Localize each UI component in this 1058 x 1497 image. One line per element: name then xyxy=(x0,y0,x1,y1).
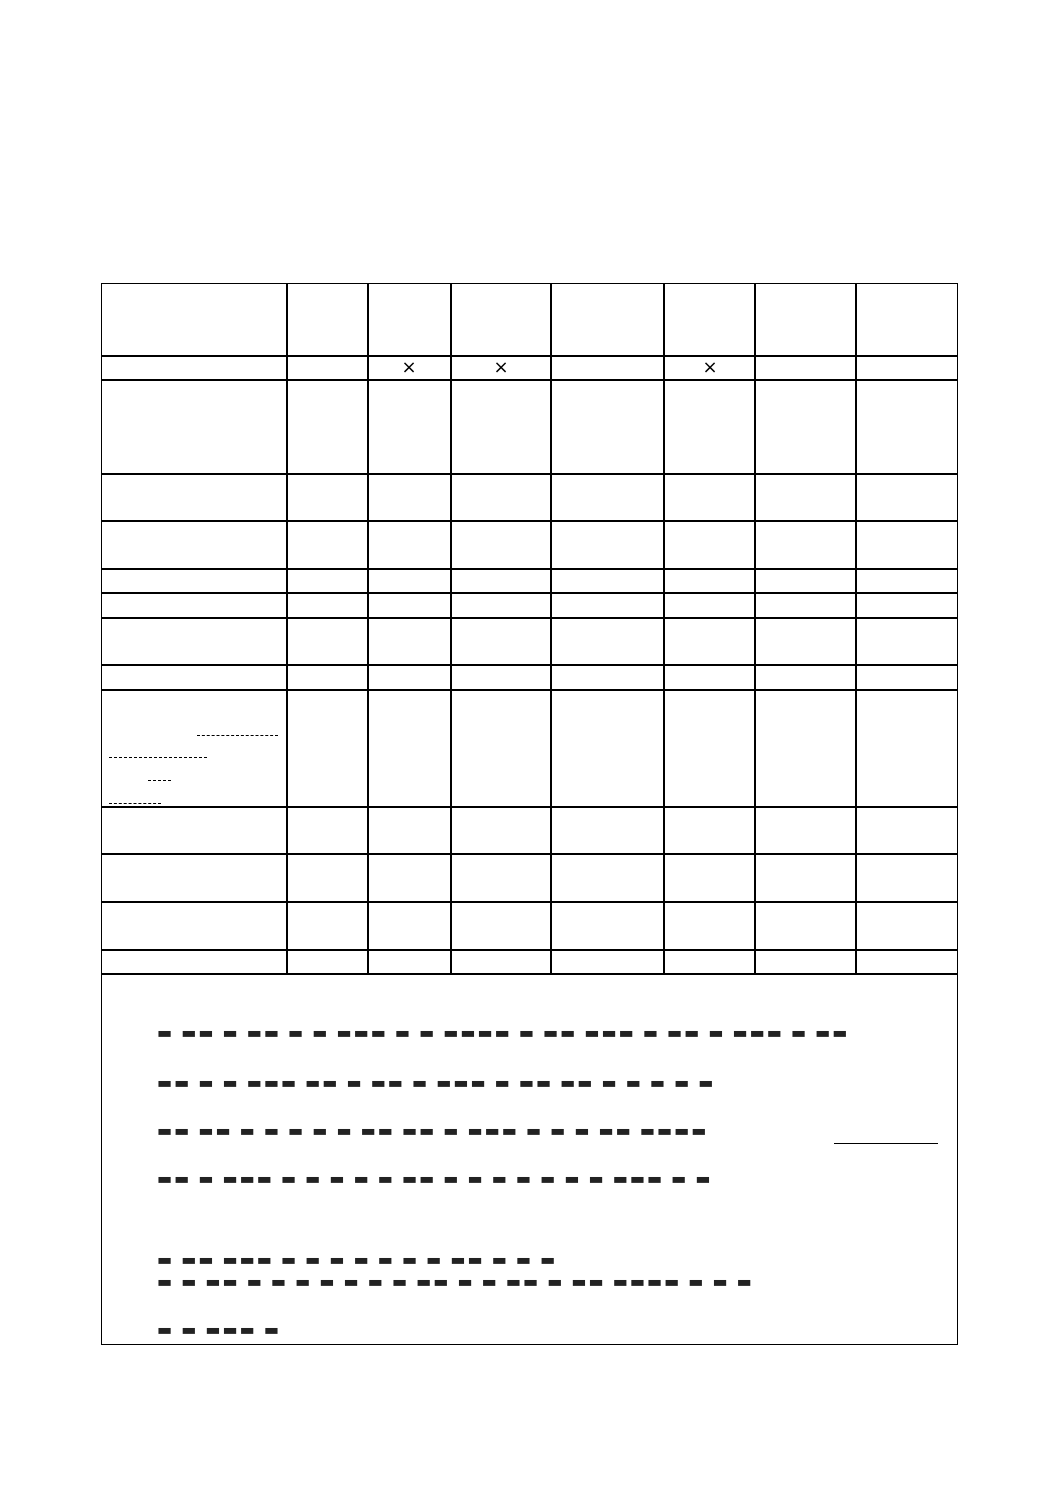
cross-mark: × xyxy=(401,357,417,378)
table-row-divider xyxy=(102,355,957,357)
table-row-divider xyxy=(102,853,957,855)
table-column-divider xyxy=(286,284,288,974)
cross-mark: × xyxy=(493,357,509,378)
table-row-divider xyxy=(102,664,957,666)
table-row-divider xyxy=(102,617,957,619)
table-column-divider xyxy=(550,284,552,974)
table-row-divider xyxy=(102,949,957,951)
table-row-divider xyxy=(102,379,957,381)
table-column-divider xyxy=(367,284,369,974)
clipped-text-line: ▬ ▬▬ ▬▬▬ ▬ ▬ ▬ ▬ ▬ ▬ ▬ ▬▬ ▬ ▬ ▬ xyxy=(157,1250,558,1269)
dashed-underline xyxy=(109,803,161,804)
clipped-text-line: ▬ ▬ ▬▬▬ ▬ xyxy=(157,1320,281,1339)
table-column-divider xyxy=(754,284,756,974)
notes-section xyxy=(102,974,957,1346)
clipped-text-line: ▬▬ ▬ ▬ ▬▬▬ ▬▬ ▬ ▬▬ ▬ ▬▬▬ ▬ ▬▬ ▬▬ ▬ ▬ ▬ ▬ ▬ xyxy=(157,1073,716,1092)
clipped-text-line: ▬▬ ▬ ▬▬▬ ▬ ▬ ▬ ▬ ▬ ▬▬ ▬ ▬ ▬ ▬ ▬ ▬ ▬ ▬▬▬ ▬ ▬ xyxy=(157,1169,713,1188)
dashed-underline xyxy=(109,757,207,758)
table-row-divider xyxy=(102,689,957,691)
table-column-divider xyxy=(855,284,857,974)
table-row-divider xyxy=(102,568,957,570)
clipped-text-line: ▬▬ ▬▬ ▬ ▬ ▬ ▬ ▬ ▬▬ ▬▬ ▬ ▬▬▬ ▬ ▬ ▬ ▬▬ ▬▬▬▬ xyxy=(157,1121,709,1140)
table-row-divider xyxy=(102,592,957,594)
table-row-divider xyxy=(102,520,957,522)
clipped-text-line: ▬ ▬ ▬▬ ▬ ▬ ▬ ▬ ▬ ▬ ▬ ▬▬ ▬ ▬ ▬▬ ▬ ▬▬ ▬▬▬▬ ▬ ▬ ▬ xyxy=(157,1272,754,1291)
table-row-divider xyxy=(102,473,957,475)
table-row-divider xyxy=(102,901,957,903)
table-row-divider xyxy=(102,806,957,808)
table-column-divider xyxy=(450,284,452,974)
cross-mark: × xyxy=(702,357,718,378)
comparison-table xyxy=(102,284,957,974)
document-frame xyxy=(101,283,958,1345)
clipped-text-line: ▬ ▬▬ ▬ ▬▬ ▬ ▬ ▬▬▬ ▬ ▬ ▬▬▬▬ ▬ ▬▬ ▬▬▬ ▬ ▬▬ ▬ ▬▬▬ ▬ ▬▬ xyxy=(157,1023,850,1042)
dashed-underline xyxy=(148,780,171,781)
text-underline xyxy=(834,1143,938,1144)
dashed-underline xyxy=(197,735,278,736)
table-column-divider xyxy=(663,284,665,974)
